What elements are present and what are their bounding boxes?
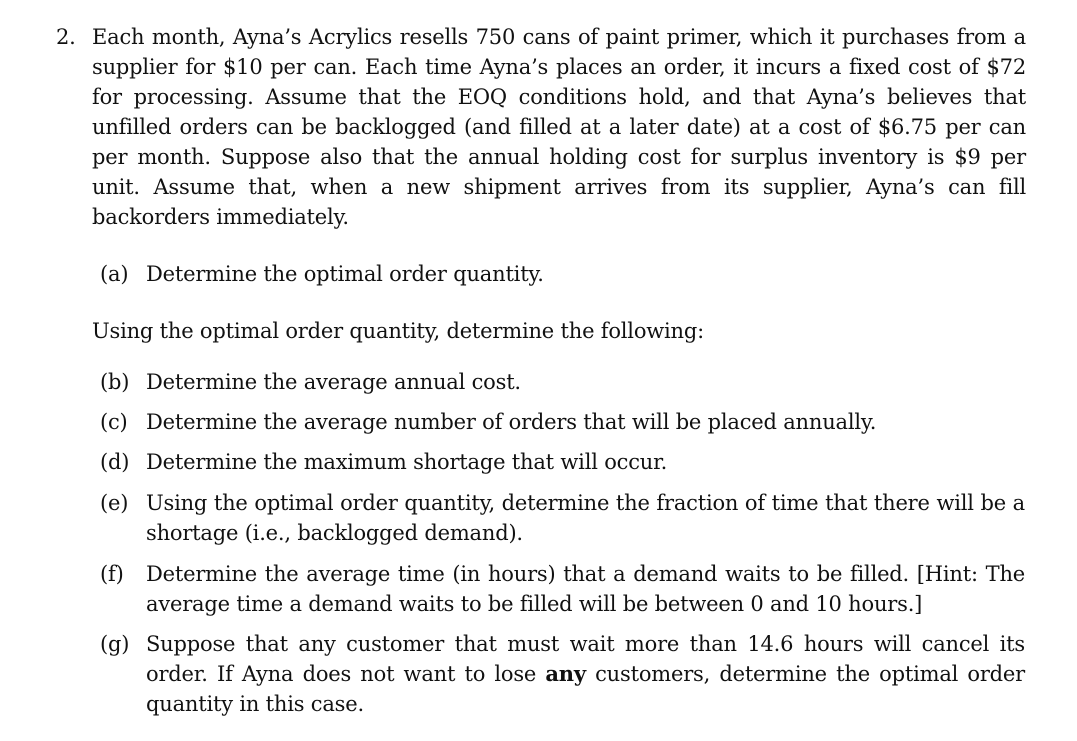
- problem-statement: [56, 22, 1026, 232]
- part-b: [100, 367, 1025, 397]
- part-c: [100, 407, 1025, 437]
- part-a: [100, 259, 1025, 289]
- part-g: [100, 629, 1025, 719]
- part-f-label: (f): [100, 562, 124, 586]
- part-d: [100, 447, 1025, 477]
- part-f-text: Determine the average time (in hours) that a demand waits to be filled. [Hint: The average time a demand waits to be filled will be between 0 and 10 hours.]: [146, 562, 1025, 616]
- part-g-emphasis: any: [545, 661, 586, 686]
- part-a-text: Determine the optimal order quantity.: [146, 262, 544, 286]
- part-b-text: Determine the average annual cost.: [146, 370, 521, 394]
- part-c-text: Determine the average number of orders that will be placed annually.: [146, 410, 877, 434]
- part-e: [100, 488, 1025, 548]
- part-f: [100, 559, 1025, 619]
- part-g-text: [146, 629, 1025, 719]
- parts-intro: Using the optimal order quantity, determine the following:: [92, 319, 704, 343]
- part-c-label: (c): [100, 410, 128, 434]
- part-a-label: (a): [100, 262, 129, 286]
- problem-number: 2.: [56, 25, 76, 49]
- part-d-text: Determine the maximum shortage that will occur.: [146, 450, 668, 474]
- problem-paragraph: [56, 22, 1026, 232]
- part-d-label: (d): [100, 450, 130, 474]
- part-e-text: Using the optimal order quantity, determine the fraction of time that there will be a shortage (i.e., backlogged demand).: [146, 491, 1025, 545]
- part-g-text-before: Suppose that any customer that must wait more than 14.6 hours will cancel its order. If Ayna does not want to lose: [146, 632, 1025, 686]
- part-g-label: (g): [100, 632, 130, 656]
- part-b-label: (b): [100, 370, 130, 394]
- problem-text: Each month, Ayna’s Acrylics resells 750 cans of paint primer, which it purchases from a supplier for $10 per can. Each time Ayna’s places an order, it incurs a fixed cost of $72 for processing. Assume that the EOQ conditions hold, and that Ayna’s believes that unfilled orders can be backlogged (and filled at a later date) at a cost of $6.75 per can per month. Suppose also that the annual holding cost for surplus inventory is $9 per unit. Assume that, when a new shipment arrives from its supplier, Ayna’s can fill backorders immediately.: [92, 25, 1026, 229]
- part-e-label: (e): [100, 491, 129, 515]
- part-g-text-after: customers, determine the optimal order quantity in this case.: [146, 662, 1025, 716]
